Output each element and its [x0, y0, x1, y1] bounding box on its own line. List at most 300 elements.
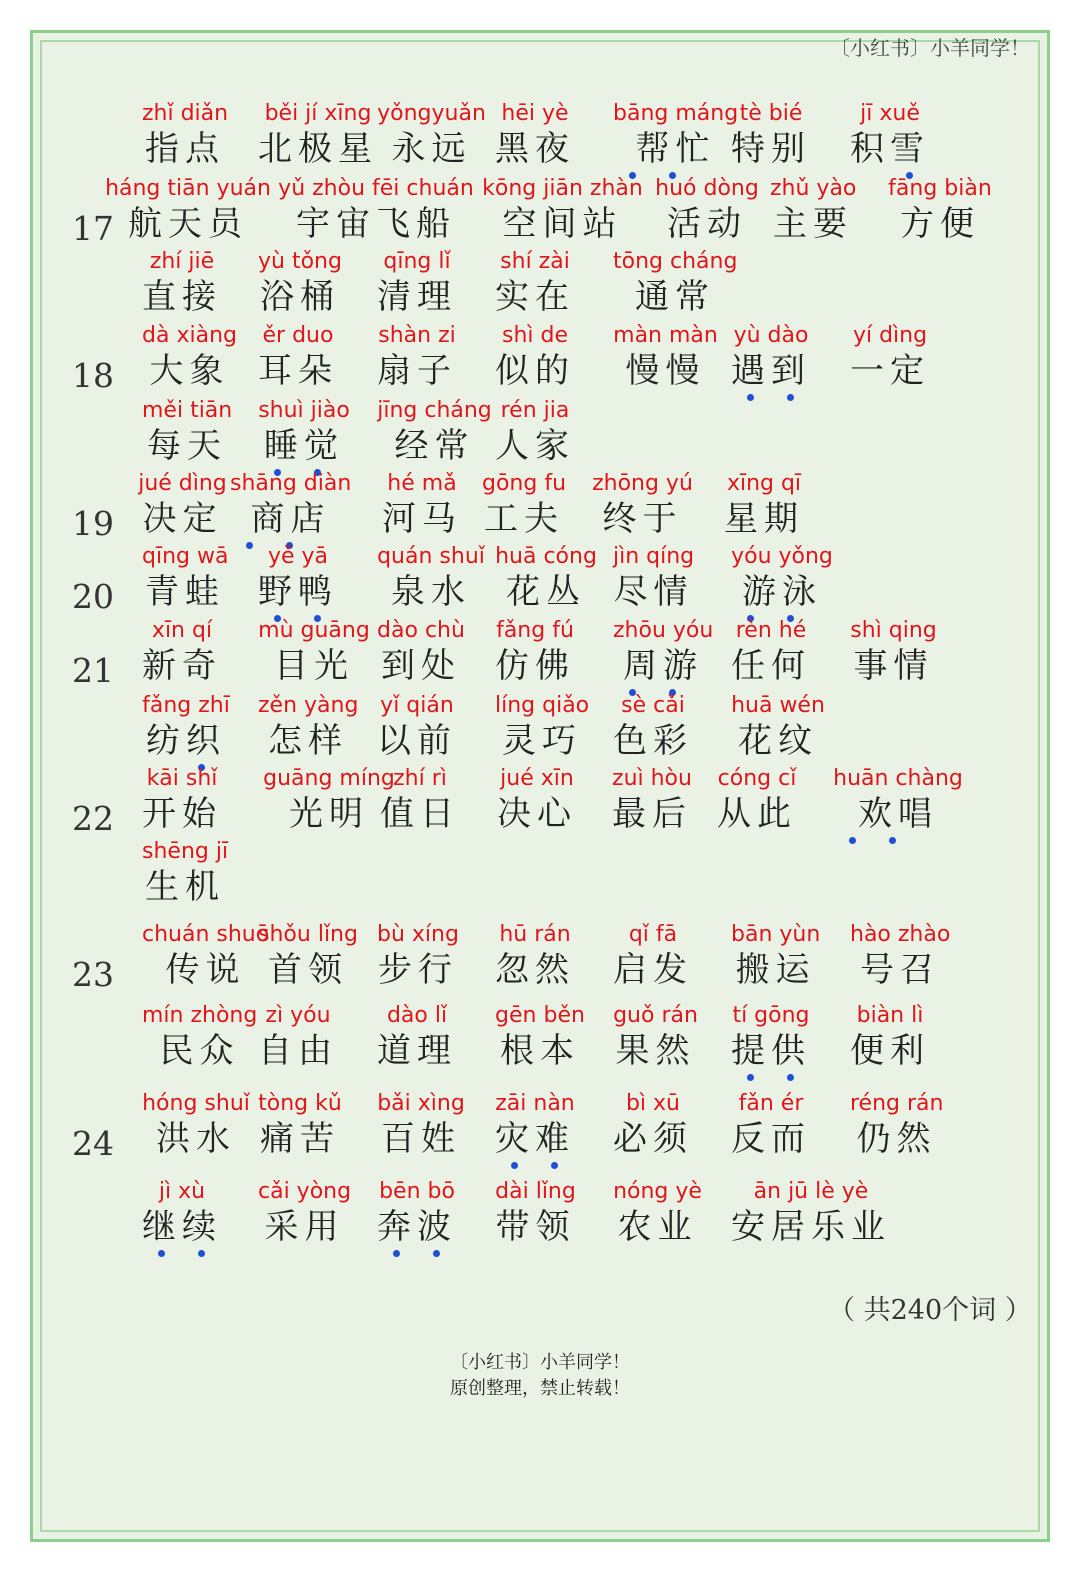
hanzi: 实在: [495, 277, 575, 317]
hanzi: 活动: [667, 204, 747, 244]
lesson-number: 18: [72, 356, 114, 395]
vocab-word: [497, 765, 577, 835]
hanzi: 带领: [495, 1207, 576, 1247]
hanzi: 任何: [731, 646, 811, 686]
vocab-word: [258, 921, 358, 991]
hanzi: 继续: [142, 1207, 222, 1247]
hanzi: 搬运: [735, 950, 816, 990]
pinyin: zhí rì: [393, 766, 447, 791]
hanzi: 传说: [165, 950, 246, 990]
hanzi: 根本: [500, 1031, 580, 1071]
vocab-word: [258, 322, 338, 392]
pinyin: qīng wā: [142, 544, 229, 569]
hanzi: 洪水: [156, 1119, 236, 1159]
pinyin: jì xù: [158, 1179, 206, 1204]
hanzi: 便利: [850, 1031, 930, 1071]
vocab-word: [613, 1178, 702, 1248]
hanzi: 怎样: [268, 721, 348, 761]
pinyin: gēn běn: [495, 1003, 585, 1028]
pinyin: měi tiān: [142, 398, 233, 423]
vocab-word: [495, 1178, 576, 1248]
pinyin: kāi shǐ: [146, 766, 218, 791]
pinyin: tōng cháng: [613, 249, 738, 274]
pinyin: mín zhòng: [142, 1003, 258, 1028]
pinyin: guǒ rán: [613, 1003, 698, 1028]
hanzi: 值日: [380, 794, 460, 834]
lesson-number: 24: [72, 1124, 114, 1163]
pinyin: xīng qī: [726, 471, 802, 496]
hanzi: 灾难: [495, 1119, 575, 1159]
vocab-word: [850, 322, 930, 392]
hanzi: 大象: [149, 351, 230, 391]
pinyin: zhǔ yào: [770, 176, 857, 201]
hanzi: 奔波: [377, 1207, 457, 1247]
vocab-row: [0, 100, 1080, 170]
vocab-word: [142, 543, 228, 613]
vocab-row: [0, 1090, 1080, 1163]
pinyin: yù tǒng: [258, 249, 342, 274]
vocab-row: [0, 322, 1080, 395]
vocab-row: [0, 692, 1080, 762]
hanzi: 似的: [495, 351, 575, 391]
lesson-number: 21: [72, 651, 114, 690]
hanzi: 生机: [145, 867, 225, 907]
pinyin: hé mǎ: [387, 471, 457, 496]
vocab-word: [258, 1178, 351, 1248]
vocab-word: [258, 692, 358, 762]
pinyin: yě yā: [267, 544, 329, 569]
vocab-word: [142, 765, 222, 835]
vocab-word: [377, 248, 457, 318]
hanzi: 以前: [377, 721, 457, 761]
vocab-word: [495, 248, 575, 318]
pinyin: shāng diàn: [230, 471, 352, 496]
hanzi: 启发: [613, 950, 693, 990]
vocab-word: [731, 617, 811, 687]
vocab-row: [0, 1002, 1080, 1072]
hanzi: 周游: [623, 646, 703, 686]
pinyin: shuì jiào: [258, 398, 350, 423]
hanzi: 泉水: [391, 572, 471, 612]
vocab-row: [0, 1178, 1080, 1248]
hanzi: 首领: [268, 950, 348, 990]
pinyin: xīn qí: [151, 618, 213, 643]
vocab-word: [258, 617, 370, 687]
emphasis-dot: [787, 1074, 794, 1081]
pinyin: shì de: [501, 323, 568, 348]
vocab-word: [142, 692, 230, 762]
vocab-word: [142, 838, 228, 908]
pinyin: bāng máng: [613, 101, 739, 126]
vocab-word: [377, 921, 459, 991]
pinyin: màn màn: [613, 323, 718, 348]
hanzi: 决定: [142, 499, 223, 539]
vocab-word: [142, 248, 222, 318]
vocab-word: [655, 175, 759, 245]
vocab-word: [377, 1178, 457, 1248]
pinyin: shàn zi: [378, 323, 456, 348]
vocab-word: [263, 765, 395, 835]
vocab-word: [833, 765, 963, 835]
vocab-word: [613, 100, 738, 170]
hanzi: 仍然: [856, 1119, 937, 1159]
hanzi: 通常: [635, 277, 715, 317]
pinyin: hóng shuǐ: [142, 1091, 250, 1116]
pinyin: zì yóu: [265, 1003, 331, 1028]
vocab-word: [377, 1002, 457, 1072]
pinyin: tí gōng: [732, 1003, 810, 1028]
pinyin: háng tiān yuán: [105, 176, 271, 201]
vocab-word: [731, 692, 825, 762]
hanzi: 采用: [264, 1207, 345, 1247]
hanzi: 一定: [850, 351, 930, 391]
hanzi: 慢慢: [625, 351, 706, 391]
vocab-word: [613, 617, 713, 687]
hanzi: 永远: [391, 129, 472, 169]
vocab-word: [377, 322, 457, 392]
pinyin: rén jia: [500, 398, 570, 423]
pinyin: gōng fu: [482, 471, 567, 496]
hanzi: 光明: [289, 794, 369, 834]
hanzi: 尽情: [613, 572, 694, 612]
hanzi: 决心: [497, 794, 577, 834]
vocab-word: [724, 470, 804, 540]
hanzi: 目光: [274, 646, 354, 686]
vocab-word: [142, 921, 269, 991]
hanzi: 青蛙: [145, 572, 225, 612]
vocab-word: [731, 1178, 891, 1248]
vocab-row: [0, 765, 1080, 838]
vocab-word: [258, 1090, 342, 1160]
vocab-word: [613, 1090, 693, 1160]
pinyin: guāng míng: [263, 766, 395, 791]
hanzi: 经常: [394, 426, 475, 466]
total-count: （ 共240个词 ）: [828, 1295, 1032, 1326]
emphasis-dot: [747, 1074, 754, 1081]
vocab-word: [258, 248, 342, 318]
hanzi: 浴桶: [260, 277, 340, 317]
vocab-word: [495, 692, 589, 762]
hanzi: 号召: [860, 950, 940, 990]
pinyin: hū rán: [499, 922, 571, 947]
vocab-word: [731, 322, 811, 392]
vocab-word: [612, 765, 692, 835]
vocab-word: [142, 322, 237, 392]
lesson-number: 17: [72, 209, 114, 248]
vocab-word: [613, 248, 737, 318]
vocab-word: [717, 765, 797, 835]
vocab-row: [0, 248, 1080, 318]
pinyin: sè cǎi: [621, 693, 685, 718]
pinyin: huó dòng: [655, 176, 759, 201]
hanzi: 果然: [615, 1031, 696, 1071]
pinyin: tòng kǔ: [258, 1091, 342, 1116]
hanzi: 开始: [142, 794, 222, 834]
hanzi: 河马: [382, 499, 462, 539]
watermark: 〔小红书〕小羊同学！: [830, 36, 1030, 60]
lesson-number: 23: [72, 955, 114, 994]
hanzi: 自由: [258, 1031, 338, 1071]
emphasis-dot: [551, 1162, 558, 1169]
vocab-word: [142, 1090, 250, 1160]
hanzi: 提供: [731, 1031, 811, 1071]
hanzi: 主要: [773, 204, 853, 244]
vocab-word: [142, 397, 232, 467]
footer-credit: 〔小红书〕小羊同学！: [450, 1352, 630, 1373]
pinyin: dào chù: [377, 618, 465, 643]
vocab-word: [731, 543, 833, 613]
hanzi: 星期: [724, 499, 804, 539]
hanzi: 工夫: [484, 499, 564, 539]
pinyin: shēng jī: [142, 839, 229, 864]
hanzi: 遇到: [731, 351, 811, 391]
hanzi: 仿佛: [495, 646, 575, 686]
pinyin: nóng yè: [613, 1179, 702, 1204]
pinyin: fāng biàn: [888, 176, 992, 201]
vocab-word: [850, 1002, 930, 1072]
pinyin: fǎn ér: [738, 1091, 804, 1116]
hanzi: 花纹: [738, 721, 818, 761]
vocab-word: [613, 1002, 698, 1072]
emphasis-dot: [393, 1250, 400, 1257]
vocab-row: [0, 838, 1080, 908]
vocab-word: [731, 1002, 811, 1072]
vocab-word: [888, 175, 992, 245]
pinyin: kōng jiān zhàn: [482, 176, 643, 201]
hanzi: 必须: [613, 1119, 693, 1159]
hanzi: 宇宙飞船: [296, 204, 456, 244]
vocab-word: [258, 397, 350, 467]
pinyin: hēi yè: [501, 101, 569, 126]
pinyin: ěr duo: [262, 323, 334, 348]
hanzi: 色彩: [613, 721, 693, 761]
vocab-word: [377, 617, 465, 687]
hanzi: 特别: [731, 129, 811, 169]
pinyin: bǎi xìng: [377, 1091, 465, 1116]
lesson-number: 19: [72, 504, 114, 543]
vocab-word: [142, 1002, 257, 1072]
hanzi: 忽然: [495, 950, 575, 990]
pinyin: jī xuě: [860, 101, 920, 126]
vocab-row: [0, 617, 1080, 690]
pinyin: cóng cǐ: [717, 766, 797, 791]
pinyin: yǐ qián: [380, 693, 454, 718]
pinyin: zhōu yóu: [613, 618, 714, 643]
vocab-word: [495, 100, 575, 170]
vocab-word: [495, 543, 597, 613]
pinyin: hào zhào: [850, 922, 951, 947]
hanzi: 步行: [378, 950, 458, 990]
vocab-word: [495, 1090, 575, 1160]
hanzi: 灵巧: [502, 721, 582, 761]
vocab-word: [850, 617, 937, 687]
pinyin: qǐ fā: [628, 922, 678, 947]
pinyin: dài lǐng: [495, 1179, 576, 1204]
pinyin: shí zài: [500, 249, 570, 274]
emphasis-dot: [511, 1162, 518, 1169]
vocab-word: [495, 617, 575, 687]
pinyin: jué xīn: [500, 766, 574, 791]
pinyin: bēn bō: [379, 1179, 455, 1204]
vocab-word: [105, 175, 271, 245]
hanzi: 道理: [377, 1031, 457, 1071]
vocab-word: [613, 692, 693, 762]
emphasis-dot: [198, 1250, 205, 1257]
pinyin: zāi nàn: [495, 1091, 575, 1116]
vocab-word: [482, 175, 643, 245]
hanzi: 游泳: [742, 572, 822, 612]
hanzi: 帮忙: [635, 129, 716, 169]
vocab-word: [613, 543, 694, 613]
vocab-word: [770, 175, 856, 245]
hanzi: 从此: [717, 794, 797, 834]
hanzi: 百姓: [381, 1119, 461, 1159]
pinyin: mù guāng: [258, 618, 370, 643]
vocab-row: [0, 470, 1080, 543]
footer-notice: 原创整理，禁止转载！: [450, 1378, 630, 1399]
vocab-word: [382, 470, 462, 540]
hanzi: 睡觉: [264, 426, 344, 466]
vocab-word: [592, 470, 693, 540]
vocab-word: [230, 470, 351, 540]
pinyin: bān yùn: [731, 922, 821, 947]
pinyin: huā wén: [731, 693, 825, 718]
hanzi: 直接: [142, 277, 222, 317]
pinyin: zhōng yú: [592, 471, 693, 496]
vocab-word: [850, 921, 950, 991]
vocab-row: [0, 543, 1080, 616]
hanzi: 民众: [159, 1031, 240, 1071]
vocab-word: [850, 100, 930, 170]
vocab-word: [377, 100, 486, 170]
hanzi: 最后: [612, 794, 692, 834]
hanzi: 农业: [617, 1207, 698, 1247]
pinyin: rèn hé: [735, 618, 807, 643]
vocab-word: [495, 921, 575, 991]
hanzi: 方便: [900, 204, 980, 244]
vocab-row: [0, 921, 1080, 994]
pinyin: zhí jiē: [149, 249, 215, 274]
vocab-word: [377, 543, 485, 613]
pinyin: cǎi yòng: [258, 1179, 352, 1204]
pinyin: shì qing: [850, 618, 937, 643]
hanzi: 终于: [602, 499, 683, 539]
vocab-word: [613, 322, 718, 392]
pinyin: yǔ zhòu fēi chuán: [278, 176, 474, 201]
emphasis-dot: [433, 1250, 440, 1257]
pinyin: fǎng fú: [496, 618, 574, 643]
pinyin: líng qiǎo: [495, 693, 590, 718]
vocab-word: [142, 1178, 222, 1248]
vocab-word: [380, 765, 460, 835]
pinyin: dà xiàng: [142, 323, 237, 348]
vocab-word: [850, 1090, 943, 1160]
vocab-word: [258, 543, 338, 613]
pinyin: biàn lì: [856, 1003, 924, 1028]
pinyin: shǒu lǐng: [258, 922, 358, 947]
pinyin: huā cóng: [495, 544, 597, 569]
hanzi: 安居乐业: [731, 1207, 891, 1247]
vocab-word: [138, 470, 227, 540]
hanzi: 野鸭: [258, 572, 338, 612]
pinyin: yù dào: [733, 323, 809, 348]
vocab-word: [731, 1090, 811, 1160]
pinyin: běi jí xīng: [264, 101, 372, 126]
pinyin: fǎng zhī: [142, 693, 230, 718]
hanzi: 空间站: [502, 204, 623, 244]
hanzi: 商店: [250, 499, 331, 539]
hanzi: 每天: [147, 426, 227, 466]
hanzi: 人家: [495, 426, 575, 466]
vocab-row: [0, 175, 1080, 248]
hanzi: 事情: [853, 646, 934, 686]
vocab-word: [258, 1002, 338, 1072]
hanzi: 新奇: [142, 646, 222, 686]
pinyin: yóu yǒng: [731, 544, 833, 569]
vocab-word: [142, 100, 228, 170]
pinyin: zuì hòu: [612, 766, 692, 791]
vocab-word: [731, 100, 811, 170]
vocab-word: [377, 397, 492, 467]
hanzi: 纺织: [146, 721, 226, 761]
hanzi: 反而: [731, 1119, 811, 1159]
pinyin: yí dìng: [852, 323, 928, 348]
hanzi: 清理: [377, 277, 457, 317]
vocab-word: [613, 921, 693, 991]
hanzi: 到处: [381, 646, 461, 686]
vocab-word: [731, 921, 820, 991]
hanzi: 痛苦: [260, 1119, 340, 1159]
pinyin: jìn qíng: [613, 544, 695, 569]
vocab-word: [377, 692, 457, 762]
pinyin: chuán shuō: [142, 922, 270, 947]
pinyin: réng rán: [850, 1091, 944, 1116]
vocab-word: [377, 1090, 465, 1160]
pinyin: yǒngyuǎn: [377, 101, 486, 126]
vocab-word: [482, 470, 566, 540]
emphasis-dot: [158, 1250, 165, 1257]
pinyin: huān chàng: [833, 766, 963, 791]
vocab-row: [0, 397, 1080, 467]
vocab-word: [495, 322, 575, 392]
pinyin: jīng cháng: [377, 398, 492, 423]
vocab-word: [278, 175, 474, 245]
hanzi: 黑夜: [495, 129, 575, 169]
vocab-word: [495, 1002, 585, 1072]
lesson-number: 22: [72, 799, 114, 838]
hanzi: 耳朵: [258, 351, 338, 391]
hanzi: 花丛: [506, 572, 586, 612]
lesson-number: 20: [72, 577, 114, 616]
pinyin: zhǐ diǎn: [142, 101, 229, 126]
pinyin: ān jū lè yè: [753, 1179, 869, 1204]
hanzi: 北极星: [258, 129, 378, 169]
pinyin: tè bié: [739, 101, 803, 126]
hanzi: 扇子: [377, 351, 457, 391]
vocab-word: [258, 100, 378, 170]
pinyin: qīng lǐ: [383, 249, 451, 274]
pinyin: quán shuǐ: [377, 544, 485, 569]
hanzi: 航天员: [128, 204, 248, 244]
pinyin: jué dìng: [138, 471, 227, 496]
pinyin: bù xíng: [377, 922, 459, 947]
vocab-word: [142, 617, 222, 687]
hanzi: 积雪: [850, 129, 930, 169]
pinyin: zěn yàng: [258, 693, 359, 718]
pinyin: bì xū: [625, 1091, 681, 1116]
pinyin: dào lǐ: [386, 1003, 448, 1028]
hanzi: 指点: [145, 129, 225, 169]
